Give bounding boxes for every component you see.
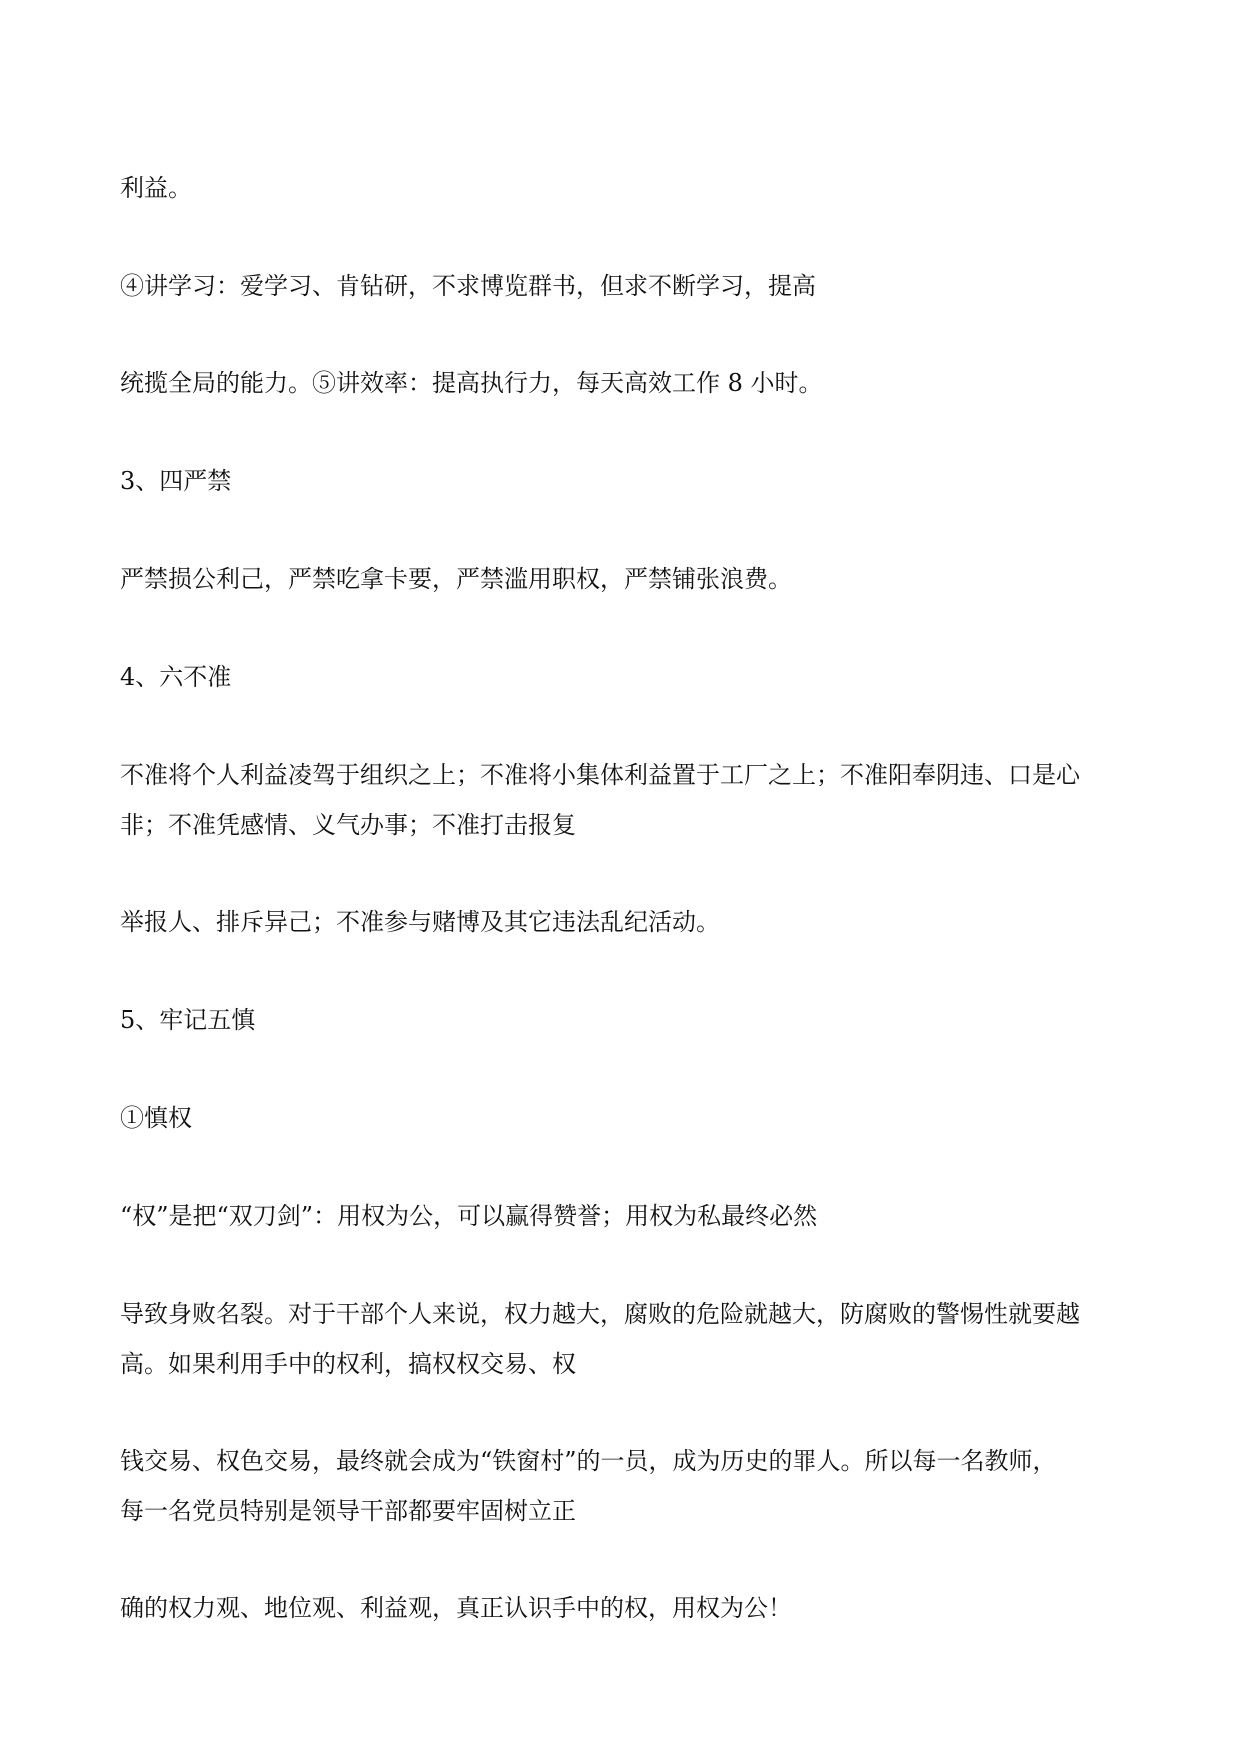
text-line-7: 不准将个人利益凌驾于组织之上；不准将小集体利益置于工厂之上；不准阳奉阴违、口是心 xyxy=(120,761,1080,789)
section-heading-3: 3、四严禁 xyxy=(120,467,232,495)
text-line-2: ④讲学习：爱学习、肯钻研，不求博览群书，但求不断学习，提高 xyxy=(120,272,816,300)
text-line-9: 举报人、排斥异己；不准参与赌博及其它违法乱纪活动。 xyxy=(120,908,720,936)
text-line-14: 高。如果利用手中的权利，搞权权交易、权 xyxy=(120,1350,576,1378)
text-line-8: 非；不准凭感情、义气办事；不准打击报复 xyxy=(120,811,576,839)
text-line-5: 严禁损公利己，严禁吃拿卡要，严禁滥用职权，严禁铺张浪费。 xyxy=(120,565,792,593)
text-line-16: 每一名党员特别是领导干部都要牢固树立正 xyxy=(120,1497,576,1525)
text-line-13: 导致身败名裂。对于干部个人来说，权力越大，腐败的危险就越大，防腐败的警惕性就要越 xyxy=(120,1300,1080,1328)
subsection-heading: ①慎权 xyxy=(120,1104,192,1132)
text-line-17: 确的权力观、地位观、利益观，真正认识手中的权，用权为公！ xyxy=(120,1594,792,1622)
text-line-15: 钱交易、权色交易，最终就会成为“铁窗村”的一员，成为历史的罪人。所以每一名教师， xyxy=(120,1447,1057,1475)
section-heading-5: 5、牢记五慎 xyxy=(120,1006,256,1034)
text-line-12: “权”是把“双刀剑”：用权为公，可以赢得赞誉；用权为私最终必然 xyxy=(120,1202,818,1230)
text-line-1: 利益。 xyxy=(120,174,192,202)
section-heading-4: 4、六不准 xyxy=(120,663,232,691)
text-line-3: 统揽全局的能力。⑤讲效率：提高执行力，每天高效工作 8 小时。 xyxy=(120,369,823,397)
